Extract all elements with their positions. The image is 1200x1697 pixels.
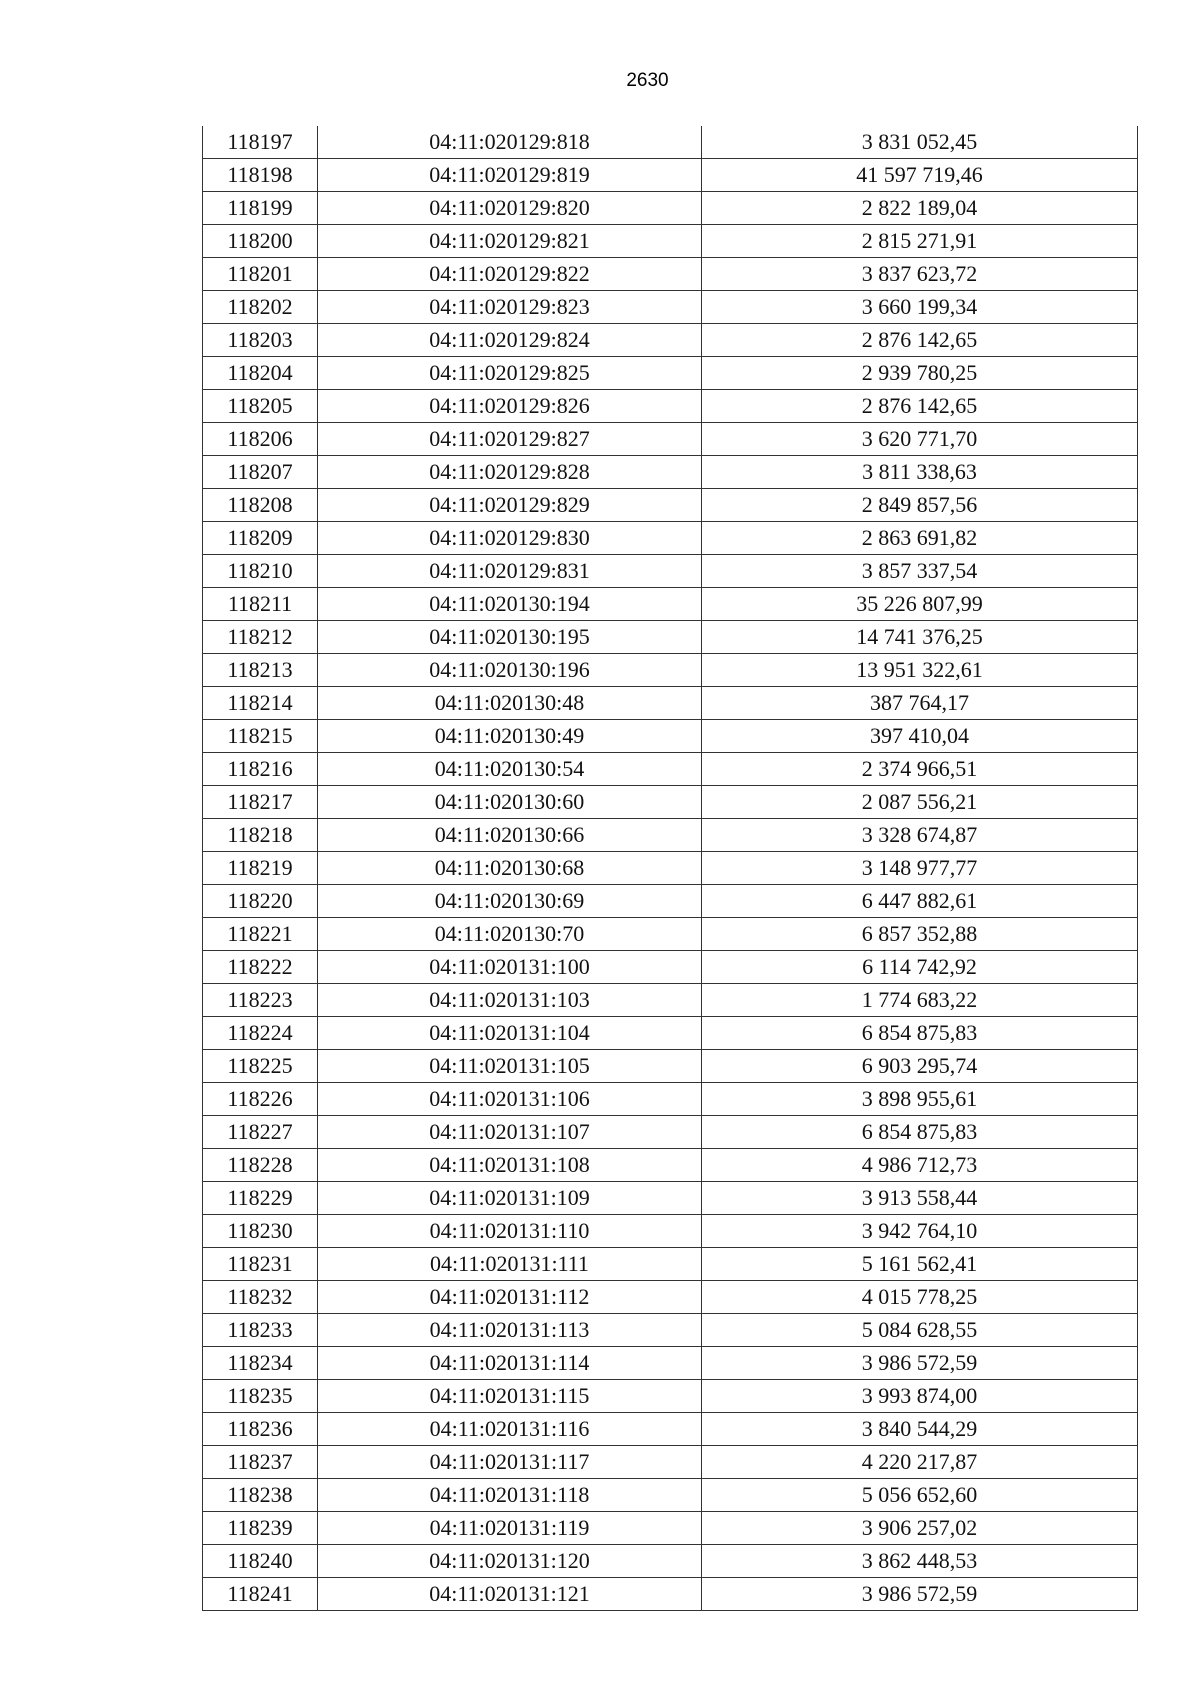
cadastral-value-cell: 4 986 712,73 xyxy=(702,1149,1138,1182)
cadastral-value-cell: 3 660 199,34 xyxy=(702,291,1138,324)
cadastral-value-cell: 3 811 338,63 xyxy=(702,456,1138,489)
row-number-cell: 118205 xyxy=(203,390,318,423)
cadastral-value-cell: 5 056 652,60 xyxy=(702,1479,1138,1512)
row-number-cell: 118223 xyxy=(203,984,318,1017)
table-body xyxy=(203,126,1138,1611)
table-row xyxy=(203,786,1138,819)
table-row xyxy=(203,456,1138,489)
cadastral-number-cell: 04:11:020131:118 xyxy=(318,1479,702,1512)
cadastral-value-cell: 6 854 875,83 xyxy=(702,1017,1138,1050)
table-row xyxy=(203,423,1138,456)
cadastral-number-cell: 04:11:020131:103 xyxy=(318,984,702,1017)
row-number-cell: 118234 xyxy=(203,1347,318,1380)
cadastral-value-cell: 2 863 691,82 xyxy=(702,522,1138,555)
row-number-cell: 118241 xyxy=(203,1578,318,1611)
cadastral-number-cell: 04:11:020129:830 xyxy=(318,522,702,555)
table-row xyxy=(203,258,1138,291)
table-row xyxy=(203,291,1138,324)
table-row xyxy=(203,687,1138,720)
cadastral-number-cell: 04:11:020130:68 xyxy=(318,852,702,885)
table-row xyxy=(203,1446,1138,1479)
table-row xyxy=(203,159,1138,192)
table-row xyxy=(203,753,1138,786)
cadastral-number-cell: 04:11:020129:821 xyxy=(318,225,702,258)
cadastral-value-cell: 2 849 857,56 xyxy=(702,489,1138,522)
table-row xyxy=(203,1083,1138,1116)
cadastral-value-cell: 2 876 142,65 xyxy=(702,390,1138,423)
cadastral-value-cell: 397 410,04 xyxy=(702,720,1138,753)
row-number-cell: 118203 xyxy=(203,324,318,357)
row-number-cell: 118231 xyxy=(203,1248,318,1281)
row-number-cell: 118200 xyxy=(203,225,318,258)
cadastral-number-cell: 04:11:020131:121 xyxy=(318,1578,702,1611)
row-number-cell: 118226 xyxy=(203,1083,318,1116)
cadastral-value-cell: 3 862 448,53 xyxy=(702,1545,1138,1578)
cadastral-number-cell: 04:11:020129:831 xyxy=(318,555,702,588)
cadastral-value-cell: 6 114 742,92 xyxy=(702,951,1138,984)
row-number-cell: 118197 xyxy=(203,126,318,159)
cadastral-number-cell: 04:11:020131:115 xyxy=(318,1380,702,1413)
row-number-cell: 118230 xyxy=(203,1215,318,1248)
row-number-cell: 118212 xyxy=(203,621,318,654)
cadastral-value-cell: 14 741 376,25 xyxy=(702,621,1138,654)
cadastral-number-cell: 04:11:020131:119 xyxy=(318,1512,702,1545)
table-row xyxy=(203,390,1138,423)
cadastral-value-cell: 2 822 189,04 xyxy=(702,192,1138,225)
cadastral-value-cell: 387 764,17 xyxy=(702,687,1138,720)
cadastral-number-cell: 04:11:020130:54 xyxy=(318,753,702,786)
cadastral-value-cell: 3 831 052,45 xyxy=(702,126,1138,159)
table-row xyxy=(203,192,1138,225)
cadastral-number-cell: 04:11:020131:110 xyxy=(318,1215,702,1248)
row-number-cell: 118235 xyxy=(203,1380,318,1413)
table-row xyxy=(203,918,1138,951)
cadastral-number-cell: 04:11:020131:100 xyxy=(318,951,702,984)
table-row xyxy=(203,1545,1138,1578)
row-number-cell: 118237 xyxy=(203,1446,318,1479)
table-row xyxy=(203,126,1138,159)
cadastral-number-cell: 04:11:020131:106 xyxy=(318,1083,702,1116)
cadastral-value-cell: 3 993 874,00 xyxy=(702,1380,1138,1413)
cadastral-number-cell: 04:11:020131:109 xyxy=(318,1182,702,1215)
cadastral-number-cell: 04:11:020130:69 xyxy=(318,885,702,918)
table-row xyxy=(203,357,1138,390)
row-number-cell: 118207 xyxy=(203,456,318,489)
table-row xyxy=(203,1281,1138,1314)
cadastral-number-cell: 04:11:020131:108 xyxy=(318,1149,702,1182)
cadastral-number-cell: 04:11:020129:819 xyxy=(318,159,702,192)
table-row xyxy=(203,1050,1138,1083)
row-number-cell: 118236 xyxy=(203,1413,318,1446)
row-number-cell: 118209 xyxy=(203,522,318,555)
row-number-cell: 118215 xyxy=(203,720,318,753)
cadastral-value-cell: 3 837 623,72 xyxy=(702,258,1138,291)
row-number-cell: 118199 xyxy=(203,192,318,225)
cadastral-value-cell: 1 774 683,22 xyxy=(702,984,1138,1017)
cadastral-value-cell: 41 597 719,46 xyxy=(702,159,1138,192)
cadastral-value-cell: 2 374 966,51 xyxy=(702,753,1138,786)
row-number-cell: 118206 xyxy=(203,423,318,456)
cadastral-value-cell: 4 220 217,87 xyxy=(702,1446,1138,1479)
cadastral-number-cell: 04:11:020130:70 xyxy=(318,918,702,951)
table-row xyxy=(203,951,1138,984)
table-row xyxy=(203,1182,1138,1215)
table-row xyxy=(203,654,1138,687)
table-row xyxy=(203,1512,1138,1545)
cadastral-value-cell: 3 913 558,44 xyxy=(702,1182,1138,1215)
cadastral-value-cell: 3 148 977,77 xyxy=(702,852,1138,885)
cadastral-number-cell: 04:11:020130:196 xyxy=(318,654,702,687)
table-row xyxy=(203,1149,1138,1182)
table-row xyxy=(203,852,1138,885)
row-number-cell: 118240 xyxy=(203,1545,318,1578)
row-number-cell: 118198 xyxy=(203,159,318,192)
cadastral-number-cell: 04:11:020130:49 xyxy=(318,720,702,753)
table-row xyxy=(203,984,1138,1017)
cadastral-number-cell: 04:11:020130:60 xyxy=(318,786,702,819)
row-number-cell: 118224 xyxy=(203,1017,318,1050)
row-number-cell: 118210 xyxy=(203,555,318,588)
cadastral-number-cell: 04:11:020130:194 xyxy=(318,588,702,621)
cadastral-number-cell: 04:11:020131:111 xyxy=(318,1248,702,1281)
cadastral-value-table xyxy=(202,126,1138,1611)
cadastral-value-cell: 6 857 352,88 xyxy=(702,918,1138,951)
cadastral-number-cell: 04:11:020129:822 xyxy=(318,258,702,291)
cadastral-value-cell: 4 015 778,25 xyxy=(702,1281,1138,1314)
cadastral-value-cell: 6 903 295,74 xyxy=(702,1050,1138,1083)
row-number-cell: 118204 xyxy=(203,357,318,390)
cadastral-number-cell: 04:11:020129:818 xyxy=(318,126,702,159)
table-row xyxy=(203,1314,1138,1347)
row-number-cell: 118227 xyxy=(203,1116,318,1149)
cadastral-number-cell: 04:11:020131:120 xyxy=(318,1545,702,1578)
row-number-cell: 118238 xyxy=(203,1479,318,1512)
table-row xyxy=(203,1215,1138,1248)
cadastral-value-cell: 3 906 257,02 xyxy=(702,1512,1138,1545)
cadastral-value-cell: 35 226 807,99 xyxy=(702,588,1138,621)
cadastral-number-cell: 04:11:020129:826 xyxy=(318,390,702,423)
cadastral-value-cell: 3 857 337,54 xyxy=(702,555,1138,588)
cadastral-value-cell: 6 447 882,61 xyxy=(702,885,1138,918)
cadastral-number-cell: 04:11:020130:195 xyxy=(318,621,702,654)
row-number-cell: 118218 xyxy=(203,819,318,852)
row-number-cell: 118214 xyxy=(203,687,318,720)
row-number-cell: 118211 xyxy=(203,588,318,621)
table-row xyxy=(203,1479,1138,1512)
cadastral-value-cell: 3 840 544,29 xyxy=(702,1413,1138,1446)
row-number-cell: 118216 xyxy=(203,753,318,786)
cadastral-number-cell: 04:11:020129:824 xyxy=(318,324,702,357)
cadastral-number-cell: 04:11:020130:66 xyxy=(318,819,702,852)
cadastral-value-cell: 2 087 556,21 xyxy=(702,786,1138,819)
table-row xyxy=(203,819,1138,852)
table-row xyxy=(203,1380,1138,1413)
table-row xyxy=(203,1116,1138,1149)
cadastral-number-cell: 04:11:020129:827 xyxy=(318,423,702,456)
cadastral-value-cell: 6 854 875,83 xyxy=(702,1116,1138,1149)
table-row xyxy=(203,621,1138,654)
cadastral-number-cell: 04:11:020129:825 xyxy=(318,357,702,390)
table-row xyxy=(203,555,1138,588)
cadastral-value-cell: 5 084 628,55 xyxy=(702,1314,1138,1347)
cadastral-number-cell: 04:11:020129:820 xyxy=(318,192,702,225)
table-row xyxy=(203,1413,1138,1446)
cadastral-value-cell: 3 986 572,59 xyxy=(702,1347,1138,1380)
cadastral-value-cell: 3 898 955,61 xyxy=(702,1083,1138,1116)
table-row xyxy=(203,1248,1138,1281)
row-number-cell: 118202 xyxy=(203,291,318,324)
cadastral-value-cell: 3 620 771,70 xyxy=(702,423,1138,456)
cadastral-value-cell: 5 161 562,41 xyxy=(702,1248,1138,1281)
table-row xyxy=(203,225,1138,258)
row-number-cell: 118229 xyxy=(203,1182,318,1215)
table-row xyxy=(203,588,1138,621)
row-number-cell: 118219 xyxy=(203,852,318,885)
cadastral-number-cell: 04:11:020129:823 xyxy=(318,291,702,324)
row-number-cell: 118233 xyxy=(203,1314,318,1347)
cadastral-value-cell: 3 986 572,59 xyxy=(702,1578,1138,1611)
table-row xyxy=(203,1347,1138,1380)
cadastral-number-cell: 04:11:020131:112 xyxy=(318,1281,702,1314)
cadastral-value-cell: 3 942 764,10 xyxy=(702,1215,1138,1248)
table-row xyxy=(203,489,1138,522)
cadastral-number-cell: 04:11:020131:114 xyxy=(318,1347,702,1380)
cadastral-value-cell: 2 815 271,91 xyxy=(702,225,1138,258)
row-number-cell: 118217 xyxy=(203,786,318,819)
row-number-cell: 118222 xyxy=(203,951,318,984)
cadastral-number-cell: 04:11:020131:107 xyxy=(318,1116,702,1149)
row-number-cell: 118208 xyxy=(203,489,318,522)
page-number: 2630 xyxy=(626,70,669,91)
row-number-cell: 118213 xyxy=(203,654,318,687)
row-number-cell: 118220 xyxy=(203,885,318,918)
table-row xyxy=(203,720,1138,753)
cadastral-number-cell: 04:11:020131:116 xyxy=(318,1413,702,1446)
cadastral-value-cell: 3 328 674,87 xyxy=(702,819,1138,852)
cadastral-number-cell: 04:11:020129:828 xyxy=(318,456,702,489)
cadastral-value-cell: 2 939 780,25 xyxy=(702,357,1138,390)
cadastral-number-cell: 04:11:020131:105 xyxy=(318,1050,702,1083)
row-number-cell: 118225 xyxy=(203,1050,318,1083)
row-number-cell: 118228 xyxy=(203,1149,318,1182)
table-row xyxy=(203,1578,1138,1611)
row-number-cell: 118239 xyxy=(203,1512,318,1545)
cadastral-value-cell: 13 951 322,61 xyxy=(702,654,1138,687)
table-row xyxy=(203,324,1138,357)
cadastral-number-cell: 04:11:020131:104 xyxy=(318,1017,702,1050)
row-number-cell: 118221 xyxy=(203,918,318,951)
row-number-cell: 118232 xyxy=(203,1281,318,1314)
cadastral-number-cell: 04:11:020131:117 xyxy=(318,1446,702,1479)
row-number-cell: 118201 xyxy=(203,258,318,291)
cadastral-number-cell: 04:11:020131:113 xyxy=(318,1314,702,1347)
cadastral-number-cell: 04:11:020129:829 xyxy=(318,489,702,522)
table-row xyxy=(203,522,1138,555)
table-row xyxy=(203,1017,1138,1050)
table-row xyxy=(203,885,1138,918)
cadastral-value-cell: 2 876 142,65 xyxy=(702,324,1138,357)
cadastral-number-cell: 04:11:020130:48 xyxy=(318,687,702,720)
